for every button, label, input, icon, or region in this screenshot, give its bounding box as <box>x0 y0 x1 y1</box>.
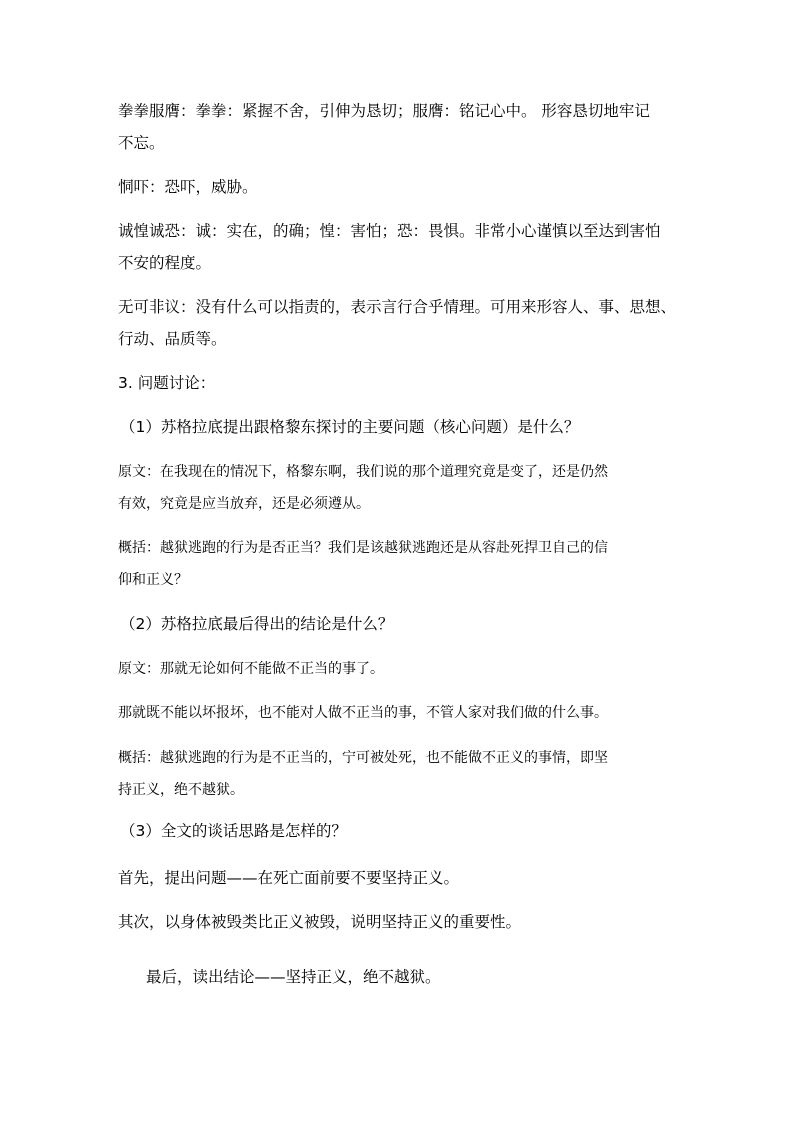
question-2: （2）苏格拉底最后得出的结论是什么？ <box>120 615 394 633</box>
q2-original: 原文：那就无论如何不能做不正当的事了。 <box>118 661 384 677</box>
q2-summary-line-2: 持正义，绝不越狱。 <box>118 782 244 798</box>
q3-second: 其次，以身体被毁类比正义被毁，说明坚持正义的重要性。 <box>118 913 522 931</box>
q3-last: 最后，读出结论——坚持正义，绝不越狱。 <box>146 968 441 986</box>
vocab-chenghuang-line-1: 诚惶诚恐：诚：实在，的确；惶：害怕；恐：畏惧。非常小心谨慎以至达到害怕 <box>118 222 661 240</box>
q3-first: 首先，提出问题——在死亡面前要不要坚持正义。 <box>118 869 460 887</box>
section-heading: 3. 问题讨论： <box>118 374 216 392</box>
vocab-quanquan-line-1: 拳拳服膺：拳拳：紧握不舍，引伸为恳切；服膺：铭记心中。 形容恳切地牢记 <box>118 102 650 120</box>
q1-summary-line-2: 仰和正义？ <box>118 572 188 588</box>
q2-original-more: 那就既不能以坏报坏，也不能对人做不正当的事，不管人家对我们做的什么事。 <box>118 705 608 721</box>
question-3: （3）全文的谈话思路是怎样的？ <box>120 822 347 840</box>
q1-original-line-2: 有效，究竟是应当放弃，还是必须遵从。 <box>118 496 370 512</box>
vocab-quanquan-line-2: 不忘。 <box>118 134 165 152</box>
q1-original-line-1: 原文：在我现在的情况下，格黎东啊，我们说的那个道理究竟是变了，还是仍然 <box>118 464 608 480</box>
q2-summary-line-1: 概括：越狱逃跑的行为是不正当的，宁可被处死，也不能做不正义的事情，即坚 <box>118 750 608 766</box>
vocab-wukefeiyi-line-1: 无可非议：没有什么可以指责的，表示言行合乎情理。可用来形容人、事、思想、 <box>118 298 677 316</box>
question-1: （1）苏格拉底提出跟格黎东探讨的主要问题（核心问题）是什么？ <box>120 418 580 436</box>
vocab-dongxia: 恫吓：恐吓，威胁。 <box>118 178 258 196</box>
q1-summary-line-1: 概括：越狱逃跑的行为是否正当？我们是该越狱逃跑还是从容赴死捍卫自己的信 <box>118 540 608 556</box>
vocab-wukefeiyi-line-2: 行动、品质等。 <box>118 330 227 348</box>
vocab-chenghuang-line-2: 不安的程度。 <box>118 254 212 272</box>
